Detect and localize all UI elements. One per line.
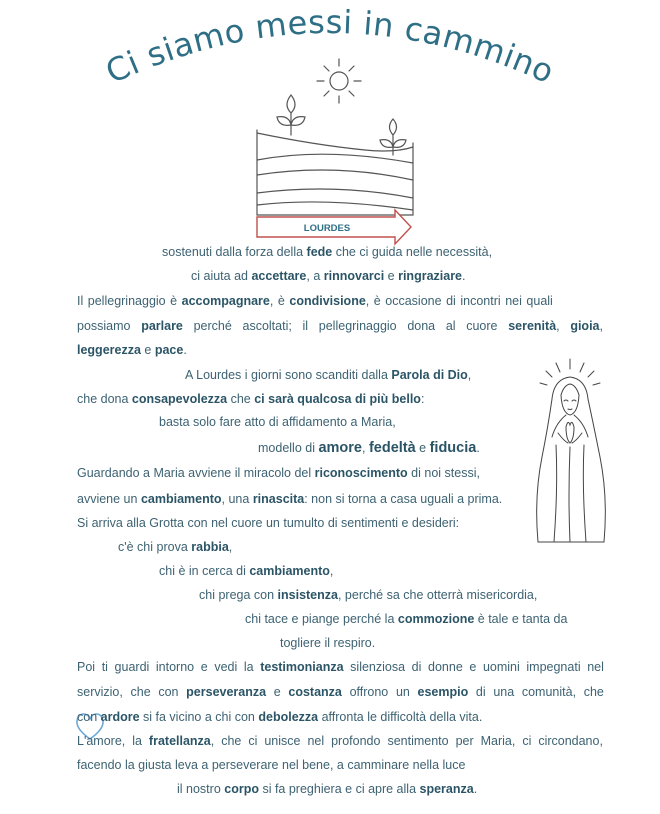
- madonna-illustration: [528, 357, 613, 547]
- word: [446, 318, 456, 334]
- text-segment: Poi: [77, 660, 96, 674]
- word: [505, 293, 522, 309]
- word: [469, 659, 476, 675]
- text-segment: pellegrinaggio: [87, 294, 166, 308]
- text-segment: al: [445, 319, 456, 333]
- text-segment: ,: [556, 319, 560, 333]
- keyword: serenità: [508, 319, 557, 333]
- text-line: [162, 244, 492, 260]
- word: [248, 733, 257, 749]
- text-segment: la: [132, 734, 142, 748]
- text-segment: con: [77, 710, 101, 724]
- text-segment: affronta le difficoltà della vita.: [318, 710, 483, 724]
- text-segment: guardi: [114, 660, 150, 674]
- text-line: [258, 440, 480, 456]
- word: [149, 733, 214, 749]
- text-segment: di: [475, 685, 486, 699]
- text-line: [77, 733, 603, 749]
- text-line: [77, 342, 187, 358]
- keyword: amore: [318, 440, 362, 456]
- word: [418, 684, 469, 700]
- text-segment: uomini: [482, 660, 520, 674]
- text-line: [77, 465, 480, 481]
- text-segment: Si arriva alla Grotta con nel cuore un tumulto di sentimenti e desideri:: [77, 516, 460, 530]
- keyword: commozione: [397, 612, 475, 626]
- text-segment: ,: [467, 368, 472, 382]
- keyword: rinnovarci: [323, 269, 385, 283]
- text-segment: la: [243, 660, 254, 674]
- text-segment: di: [411, 660, 422, 674]
- word: [319, 318, 397, 334]
- text-segment: profondo: [331, 734, 381, 748]
- text-line: [177, 781, 477, 797]
- word: [350, 684, 389, 700]
- text-line: [77, 659, 604, 675]
- text-segment: un: [395, 685, 410, 699]
- text-segment: nel: [587, 660, 604, 674]
- text-segment: dona: [407, 319, 436, 333]
- text-segment: che: [130, 685, 151, 699]
- text-segment: una: [493, 685, 515, 699]
- text-segment: di noi stessi,: [407, 466, 480, 480]
- text-segment: ci: [248, 734, 258, 748]
- text-segment: nel: [307, 734, 325, 748]
- keyword: corpo: [224, 782, 259, 796]
- keyword: fedeltà: [368, 440, 416, 456]
- text-segment: c'è chi prova: [118, 540, 192, 554]
- word: [141, 318, 183, 334]
- text-segment: di: [446, 294, 456, 308]
- word: [481, 733, 516, 749]
- keyword: parlare: [141, 319, 183, 333]
- text-line: [77, 709, 482, 725]
- text-segment: ,: [269, 294, 274, 308]
- word: [201, 659, 208, 675]
- text-segment: che: [583, 685, 604, 699]
- text-segment: è tale e tanta da: [474, 612, 568, 626]
- text-segment: ,: [599, 319, 603, 333]
- text-segment: .: [473, 782, 478, 796]
- word: [483, 659, 520, 675]
- text-segment: quali: [526, 294, 553, 308]
- keyword: ringraziare: [398, 269, 463, 283]
- keyword: fratellanza: [148, 734, 211, 748]
- word: [456, 733, 474, 749]
- text-segment: :: [420, 392, 425, 406]
- text-segment: pellegrinaggio: [318, 319, 397, 333]
- text-segment: il nostro: [177, 782, 225, 796]
- word: [526, 659, 580, 675]
- text-segment: , a: [306, 269, 324, 283]
- word: [115, 659, 150, 675]
- text-segment: nei: [505, 294, 522, 308]
- text-segment: è: [277, 294, 285, 308]
- keyword: consapevolezza: [131, 392, 228, 406]
- word: [170, 293, 177, 309]
- text-segment: Il: [77, 294, 84, 308]
- text-segment: circondano,: [538, 734, 603, 748]
- word: [412, 659, 422, 675]
- text-segment: che dona: [77, 392, 132, 406]
- keyword: speranza: [419, 782, 474, 796]
- word: [156, 659, 194, 675]
- text-segment: è: [373, 294, 381, 308]
- keyword: rabbia: [191, 540, 229, 554]
- text-segment: silenziosa: [350, 660, 406, 674]
- text-line: [77, 515, 459, 531]
- text-segment: sostenuti dalla forza della: [162, 245, 307, 259]
- text-segment: si fa vicino a chi con: [139, 710, 259, 724]
- text-segment: cuore: [466, 319, 498, 333]
- lourdes-sign-label: LOURDES: [303, 223, 351, 234]
- text-line: [191, 268, 466, 284]
- text-segment: L'amore,: [77, 734, 126, 748]
- text-segment: .: [183, 343, 187, 357]
- text-segment: basta solo fare atto di affidamento a Maria,: [159, 415, 396, 429]
- text-segment: perché: [193, 319, 232, 333]
- word: [587, 659, 604, 675]
- keyword: accompagnare: [181, 294, 270, 308]
- text-line: [185, 367, 471, 383]
- text-line: [118, 539, 232, 555]
- word: [264, 733, 300, 749]
- text-segment: il: [302, 319, 309, 333]
- text-segment: servizio,: [77, 685, 123, 699]
- text-segment: occasione: [385, 294, 442, 308]
- text-segment: è: [170, 294, 178, 308]
- keyword: fede: [306, 245, 333, 259]
- text-segment: ,: [365, 294, 370, 308]
- word: [77, 733, 125, 749]
- word: [331, 733, 380, 749]
- text-segment: vedi: [214, 660, 238, 674]
- keyword: fiducia: [429, 440, 477, 456]
- text-line: [159, 414, 396, 430]
- word: [428, 659, 463, 675]
- word: [88, 293, 166, 309]
- word: [476, 684, 486, 700]
- text-segment: ,: [361, 441, 369, 455]
- text-segment: chi tace e piange perché la: [245, 612, 398, 626]
- word: [508, 318, 559, 334]
- text-line: [77, 684, 604, 700]
- text-segment: ,: [329, 564, 334, 578]
- text-segment: offrono: [349, 685, 389, 699]
- word: [131, 684, 151, 700]
- word: [374, 293, 381, 309]
- text-segment: togliere il respiro.: [280, 636, 376, 650]
- word: [466, 318, 497, 334]
- text-segment: impegnati: [526, 660, 581, 674]
- text-segment: che: [227, 392, 255, 406]
- sun-icon: [317, 59, 361, 103]
- keyword: esempio: [417, 685, 469, 699]
- word: [522, 733, 531, 749]
- text-segment: che ci guida nelle necessità,: [332, 245, 493, 259]
- word: [221, 733, 241, 749]
- text-line: [77, 318, 603, 334]
- text-line: [199, 587, 537, 603]
- text-segment: comunità,: [521, 685, 577, 699]
- text-segment: modello di: [258, 441, 319, 455]
- page-title: Ci siamo messi in cammino: [100, 2, 561, 92]
- word: [77, 293, 83, 309]
- text-line: [77, 757, 465, 773]
- keyword: Parola di Dio: [391, 368, 468, 382]
- word: [102, 659, 108, 675]
- text-segment: per: [455, 734, 474, 748]
- word: [77, 684, 123, 700]
- text-segment: ci: [522, 734, 532, 748]
- word: [307, 733, 324, 749]
- text-segment: incontri: [460, 294, 501, 308]
- text-segment: donne: [428, 660, 463, 674]
- landscape-illustration: [245, 55, 425, 250]
- text-segment: , una: [221, 492, 253, 506]
- text-segment: ,: [228, 540, 233, 554]
- word: [288, 684, 342, 700]
- word: [584, 684, 604, 700]
- word: [243, 318, 292, 334]
- text-segment: ci aiuta ad: [191, 269, 252, 283]
- text-line: [159, 563, 333, 579]
- word: [274, 684, 281, 700]
- text-segment: Maria,: [480, 734, 516, 748]
- word: [522, 684, 576, 700]
- keyword: gioia: [570, 319, 600, 333]
- keyword: perseveranza: [186, 685, 267, 699]
- word: [446, 293, 456, 309]
- text-line: [245, 611, 567, 627]
- keyword: ci sarà qualcosa di più bello: [254, 392, 421, 406]
- keyword: cambiamento: [140, 492, 222, 506]
- word: [385, 293, 441, 309]
- word: [260, 659, 343, 675]
- text-segment: intorno: [155, 660, 195, 674]
- word: [303, 318, 309, 334]
- text-line: [77, 293, 553, 309]
- word: [186, 684, 266, 700]
- text-segment: facendo la giusta leva a perseverare nel bene, a camminare nella luce: [77, 758, 466, 772]
- keyword: ardore: [100, 710, 140, 724]
- keyword: pace: [154, 343, 184, 357]
- text-segment: e: [140, 343, 155, 357]
- text-segment: chi è in cerca di: [159, 564, 250, 578]
- word: [77, 659, 95, 675]
- keyword: costanza: [288, 685, 342, 699]
- text-segment: che: [221, 734, 242, 748]
- keyword: leggerezza: [77, 343, 141, 357]
- keyword: testimonianza: [260, 660, 344, 674]
- word: [278, 293, 285, 309]
- text-segment: si fa preghiera e ci apre alla: [258, 782, 420, 796]
- text-line: [77, 491, 502, 507]
- text-segment: : non si torna a casa uguali a prima.: [304, 492, 503, 506]
- text-segment: , perché sa che otterrà misericordia,: [337, 588, 538, 602]
- text-segment: chi prega con: [199, 588, 278, 602]
- plant-icon: [277, 95, 305, 135]
- word: [396, 684, 410, 700]
- text-segment: avviene un: [77, 492, 141, 506]
- text-segment: unisce: [264, 734, 301, 748]
- word: [387, 733, 448, 749]
- keyword: cambiamento: [249, 564, 330, 578]
- keyword: rinascita: [252, 492, 305, 506]
- keyword: debolezza: [258, 710, 319, 724]
- text-segment: possiamo: [77, 319, 131, 333]
- word: [350, 659, 405, 675]
- word: [289, 293, 369, 309]
- word: [570, 318, 603, 334]
- text-segment: ,: [210, 734, 215, 748]
- text-line: [77, 391, 424, 407]
- text-segment: A Lourdes i giorni sono scanditi dalla: [185, 368, 392, 382]
- word: [526, 293, 552, 309]
- keyword: condivisione: [289, 294, 366, 308]
- text-segment: e: [273, 685, 281, 699]
- text-segment: Guardando a Maria avviene il miracolo del: [77, 466, 315, 480]
- text-segment: e: [200, 660, 208, 674]
- keyword: riconoscimento: [314, 466, 408, 480]
- keyword: insistenza: [277, 588, 338, 602]
- text-segment: con: [158, 685, 179, 699]
- word: [538, 733, 603, 749]
- text-segment: .: [476, 441, 480, 455]
- word: [132, 733, 142, 749]
- text-segment: e: [415, 441, 430, 455]
- keyword: accettare: [251, 269, 307, 283]
- word: [407, 318, 435, 334]
- text-segment: ascoltati;: [242, 319, 292, 333]
- text-segment: sentimento: [387, 734, 449, 748]
- word: [158, 684, 178, 700]
- word: [194, 318, 232, 334]
- text-line: [280, 635, 375, 651]
- text-segment: .: [462, 269, 466, 283]
- word: [244, 659, 254, 675]
- word: [460, 293, 500, 309]
- word: [214, 659, 237, 675]
- word: [182, 293, 274, 309]
- word: [493, 684, 514, 700]
- text-segment: e: [469, 660, 477, 674]
- word: [77, 318, 131, 334]
- text-segment: ti: [101, 660, 108, 674]
- text-segment: e: [384, 269, 399, 283]
